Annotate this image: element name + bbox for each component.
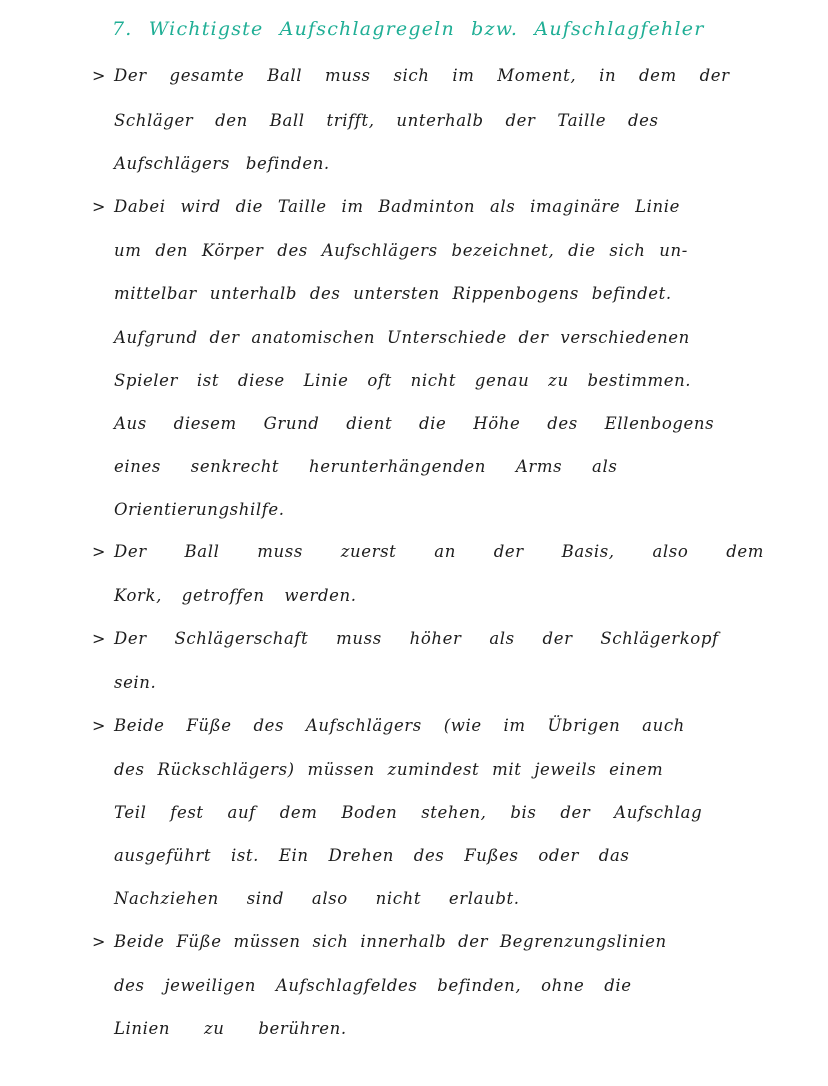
text-line: Spieler ist diese Linie oft nicht genau zu bestimmen. bbox=[114, 371, 692, 390]
bullet-marker: > bbox=[92, 66, 106, 85]
text-line: um den Körper des Aufschlägers bezeichnet, die sich un- bbox=[114, 241, 688, 260]
text-line: Kork, getroffen werden. bbox=[114, 586, 357, 605]
bullet-marker: > bbox=[92, 629, 106, 648]
text-line: Nachziehen sind also nicht erlaubt. bbox=[114, 889, 520, 908]
section-heading: 7. Wichtigste Aufschlagregeln bzw. Aufschlagfehler bbox=[112, 18, 705, 40]
text-line: Dabei wird die Taille im Badminton als imaginäre Linie bbox=[114, 197, 681, 216]
text-line: Aufschlägers befinden. bbox=[114, 154, 330, 173]
text-line: Beide Füße des Aufschlägers (wie im Übrigen auch bbox=[114, 716, 685, 735]
text-line: Schläger den Ball trifft, unterhalb der Taille des bbox=[114, 111, 659, 130]
text-line: mittelbar unterhalb des untersten Rippenbogens befindet. bbox=[114, 284, 672, 303]
text-line: Orientierungshilfe. bbox=[114, 500, 285, 519]
text-line: Teil fest auf dem Boden stehen, bis der Aufschlag bbox=[114, 803, 703, 822]
bullet-marker: > bbox=[92, 932, 106, 951]
text-line: ausgeführt ist. Ein Drehen des Fußes oder das bbox=[114, 846, 630, 865]
text-line: des jeweiligen Aufschlagfeldes befinden, ohne die bbox=[114, 976, 632, 995]
bullet-marker: > bbox=[92, 542, 106, 561]
text-line: sein. bbox=[114, 673, 157, 692]
text-line: Der gesamte Ball muss sich im Moment, in dem der bbox=[114, 66, 730, 85]
bullet-marker: > bbox=[92, 716, 106, 735]
bullet-marker: > bbox=[92, 197, 106, 216]
text-line: Aus diesem Grund dient die Höhe des Ellenbogens bbox=[114, 414, 715, 433]
text-line: eines senkrecht herunterhängenden Arms als bbox=[114, 457, 618, 476]
text-line: Linien zu berühren. bbox=[114, 1019, 347, 1038]
text-line: des Rückschlägers) müssen zumindest mit jeweils einem bbox=[114, 760, 664, 779]
text-line: Aufgrund der anatomischen Unterschiede der verschiedenen bbox=[114, 328, 690, 347]
text-line: Beide Füße müssen sich innerhalb der Begrenzungslinien bbox=[114, 932, 667, 951]
text-line: Der Ball muss zuerst an der Basis, also dem bbox=[114, 542, 765, 561]
text-line: Der Schlägerschaft muss höher als der Schlägerkopf bbox=[114, 629, 719, 648]
